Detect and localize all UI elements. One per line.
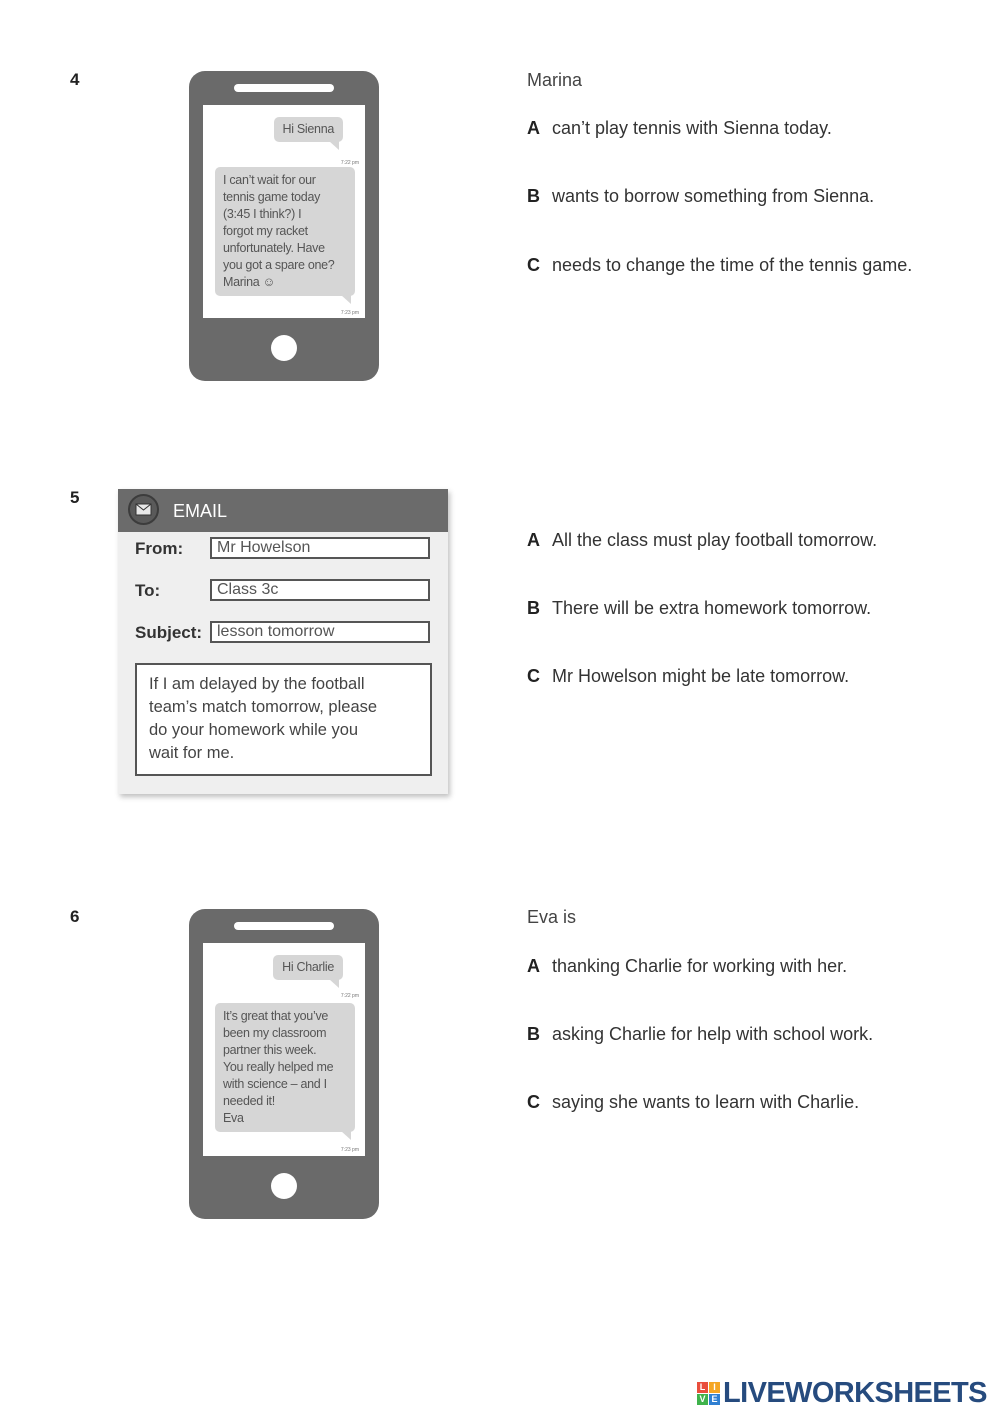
message-time: 7:23 pm	[340, 1147, 359, 1153]
email-body-line: wait for me.	[149, 744, 235, 762]
option-letter: B	[527, 1024, 540, 1044]
phone-speaker	[234, 84, 334, 92]
message-line: tennis game today	[223, 190, 321, 204]
question-number: 4	[70, 70, 80, 89]
option-b[interactable]	[527, 1024, 873, 1045]
from-field: Mr Howelson	[210, 537, 430, 559]
subject-label: Subject:	[135, 623, 203, 642]
phone-home-button	[271, 335, 297, 361]
envelope-icon	[128, 494, 159, 525]
option-letter: C	[527, 255, 540, 275]
option-text: All the class must play football tomorrow.	[552, 530, 878, 550]
option-a[interactable]	[527, 530, 877, 551]
question-number: 6	[70, 907, 80, 926]
option-a[interactable]	[527, 118, 832, 139]
subject-field: lesson tomorrow	[210, 621, 430, 643]
message-line: (3:45 I think?) I	[223, 207, 302, 221]
email-illustration	[118, 489, 448, 794]
option-text: can’t play tennis with Sienna today.	[552, 118, 832, 138]
email-body-line: do your homework while you	[149, 721, 359, 739]
message-line: Eva	[223, 1111, 244, 1125]
message-line: unfortunately. Have	[223, 241, 325, 255]
option-b[interactable]	[527, 186, 874, 207]
message-line: I can’t wait for our	[223, 173, 316, 187]
message-line: needed it!	[223, 1094, 275, 1108]
email-body	[135, 663, 432, 776]
phone-illustration	[189, 909, 379, 1219]
email-title: EMAIL	[173, 501, 228, 521]
question-stem: Marina	[527, 70, 583, 90]
message-line: Marina ☺	[223, 275, 276, 289]
liveworksheets-logo[interactable]	[697, 1377, 987, 1410]
option-letter: B	[527, 598, 540, 618]
logo-tile: L	[697, 1382, 708, 1393]
option-a[interactable]	[527, 956, 847, 977]
logo-grid-icon	[697, 1382, 720, 1405]
phone-illustration	[189, 71, 379, 381]
message-line: with science – and I	[223, 1077, 327, 1091]
option-text: Mr Howelson might be late tomorrow.	[552, 666, 850, 686]
logo-tile: V	[697, 1394, 708, 1405]
to-field: Class 3c	[210, 579, 430, 601]
message-bubble-main	[215, 1003, 355, 1132]
message-line: partner this week.	[223, 1043, 317, 1057]
option-text: asking Charlie for help with school work.	[552, 1024, 874, 1044]
message-line: It’s great that you’ve	[223, 1009, 329, 1023]
message-line: been my classroom	[223, 1026, 327, 1040]
phone-speaker	[234, 922, 334, 930]
option-letter: C	[527, 666, 540, 686]
option-letter: A	[527, 118, 540, 138]
message-time: 7:23 pm	[340, 310, 359, 316]
to-label: To:	[135, 581, 161, 600]
message-time: 7:22 pm	[340, 993, 359, 999]
option-letter: A	[527, 956, 540, 976]
option-letter: A	[527, 530, 540, 550]
email-body-line: If I am delayed by the football	[149, 675, 365, 693]
option-c[interactable]	[527, 255, 912, 276]
phone-home-button	[271, 1173, 297, 1199]
option-letter: C	[527, 1092, 540, 1112]
logo-text: LIVEWORKSHEETS	[723, 1377, 987, 1409]
option-text: thanking Charlie for working with her.	[552, 956, 848, 976]
phone-screen	[203, 105, 365, 318]
message-bubble-greeting: Hi Sienna	[274, 117, 344, 142]
message-bubble-main	[215, 167, 355, 296]
question-number: 5	[70, 488, 80, 507]
message-time: 7:22 pm	[340, 160, 359, 166]
option-letter: B	[527, 186, 540, 206]
logo-tile: E	[709, 1394, 720, 1405]
message-line: forgot my racket	[223, 224, 308, 238]
message-bubble-greeting: Hi Charlie	[273, 955, 343, 980]
email-body-line: team’s match tomorrow, please	[149, 698, 378, 716]
logo-tile: I	[709, 1382, 720, 1393]
option-text: There will be extra homework tomorrow.	[552, 598, 872, 618]
from-label: From:	[135, 539, 184, 558]
option-c[interactable]	[527, 666, 849, 687]
message-line: you got a spare one?	[223, 258, 335, 272]
phone-screen	[203, 943, 365, 1156]
option-text: saying she wants to learn with Charlie.	[552, 1092, 860, 1112]
option-text: needs to change the time of the tennis game.	[552, 255, 913, 275]
email-header	[118, 489, 448, 532]
option-b[interactable]	[527, 598, 871, 619]
option-c[interactable]	[527, 1092, 859, 1113]
message-line: You really helped me	[223, 1060, 334, 1074]
question-stem: Eva is	[527, 907, 577, 927]
option-text: wants to borrow something from Sienna.	[552, 186, 875, 206]
